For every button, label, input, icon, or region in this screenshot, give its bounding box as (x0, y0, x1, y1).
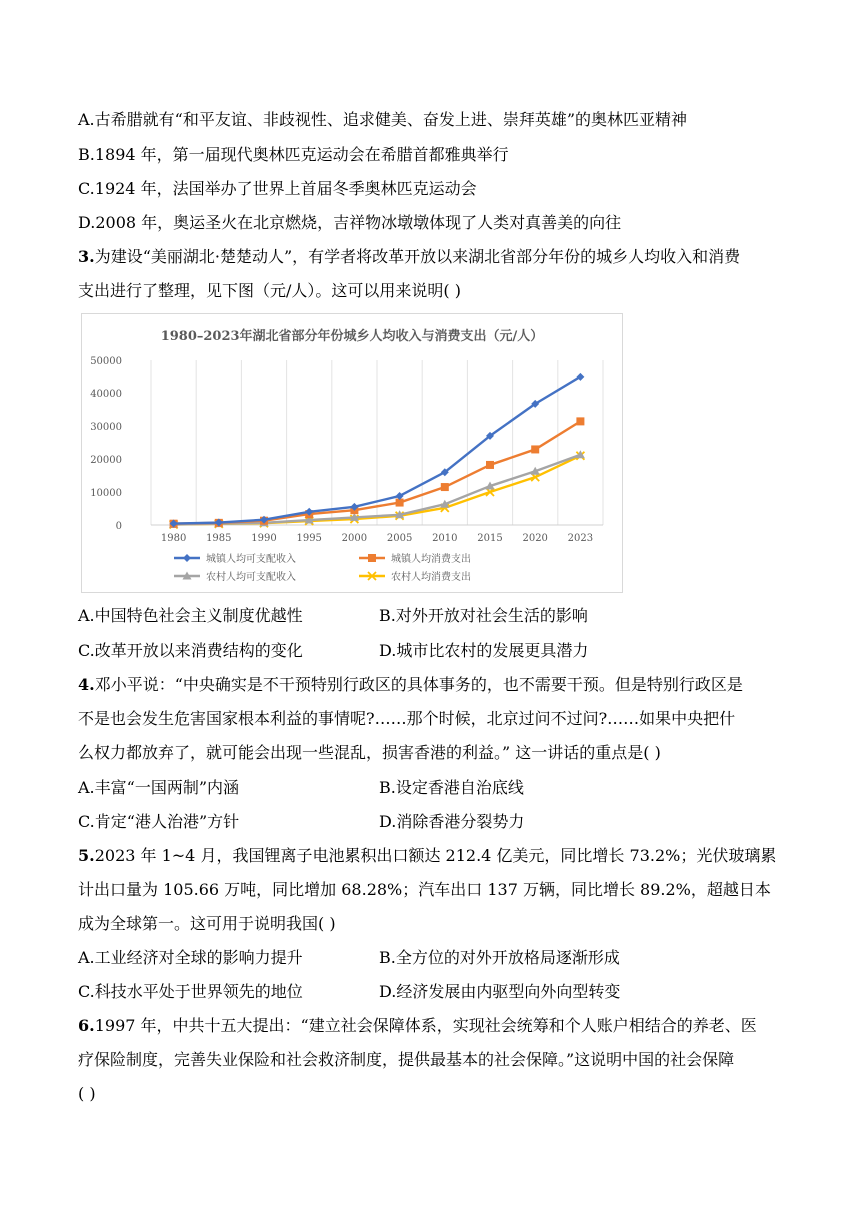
y-tick-label: 50000 (90, 356, 122, 367)
q3-stem-line-2: 支出进行了整理，见下图（元/人）。这可以用来说明( ) (78, 281, 461, 300)
q5-stem-line-1 (78, 846, 776, 866)
q4-stem-line-1 (78, 675, 743, 695)
data-point (183, 554, 191, 562)
q5-option-a: A.工业经济对全球的影响力提升 (78, 948, 303, 967)
legend-label: 农村人均可支配收入 (206, 572, 296, 583)
q5-stem-line-2: 计出口量为 105.66 万吨，同比增加 68.28%；汽车出口 137 万辆，同比增长 89.2%，超越日本 (78, 880, 771, 899)
data-point (576, 417, 584, 425)
income-consumption-chart (81, 313, 623, 593)
q4-option-c: C.肯定“港人治港”方针 (78, 812, 240, 831)
data-point (368, 554, 376, 562)
x-tick-label: 1995 (296, 533, 322, 544)
q3-stem-line-1 (78, 247, 740, 267)
q5-option-c: C.科技水平处于世界领先的地位 (78, 982, 303, 1001)
data-point (486, 461, 494, 469)
legend-label: 农村人均消费支出 (391, 572, 471, 583)
q5-option-d: D.经济发展由内驱型向外向型转变 (379, 982, 621, 1001)
q5-stem-line-3: 成为全球第一。这可用于说明我国( ) (78, 914, 336, 933)
q6-number: 6. (78, 1016, 95, 1035)
x-tick-label: 2020 (522, 533, 548, 544)
q5-number: 5. (78, 846, 95, 865)
q6-stem-text-1: 1997 年，中共十五大提出：“建立社会保障体系，实现社会统筹和个人账户相结合的养老、医 (94, 1016, 757, 1035)
q4-stem-line-2: 不是也会发生危害国家根本利益的事情呢?……那个时候，北京过问不过问?……如果中央把什 (78, 709, 736, 728)
q4-number: 4. (78, 675, 95, 694)
q4-option-b: B.设定香港自治底线 (379, 778, 524, 797)
y-tick-label: 30000 (90, 422, 122, 433)
x-tick-label: 2023 (567, 533, 594, 544)
q2-option-a: A.古希腊就有“和平友谊、非歧视性、追求健美、奋发上进、崇拜英雄”的奥林匹亚精神 (78, 110, 688, 129)
x-tick-label: 1985 (206, 533, 232, 544)
y-tick-label: 40000 (90, 389, 122, 400)
x-tick-label: 1990 (251, 533, 277, 544)
data-point (531, 445, 539, 453)
y-tick-label: 0 (115, 521, 122, 532)
x-tick-label: 2000 (341, 533, 368, 544)
q5-option-b: B.全方位的对外开放格局逐渐形成 (379, 948, 620, 967)
q4-stem-text-1: 邓小平说：“中央确实是不干预特别行政区的具体事务的，也不需要干预。但是特别行政区是 (94, 675, 743, 694)
q2-option-d: D.2008 年，奥运圣火在北京燃烧，吉祥物冰墩墩体现了人类对真善美的向往 (78, 213, 622, 232)
q3-option-d: D.城市比农村的发展更具潜力 (379, 641, 589, 660)
q6-stem-line-2: 疗保险制度，完善失业保险和社会救济制度，提供最基本的社会保障。”这说明中国的社会保障 (78, 1050, 735, 1069)
x-tick-label: 2010 (432, 533, 458, 544)
q2-option-b: B.1894 年，第一届现代奥林匹克运动会在希腊首都雅典举行 (78, 145, 509, 164)
q4-option-d: D.消除香港分裂势力 (379, 812, 525, 831)
q2-option-c: C.1924 年，法国举办了世界上首届冬季奥林匹克运动会 (78, 179, 477, 198)
x-tick-label: 1980 (160, 533, 187, 544)
q4-option-a: A.丰富“一国两制”内涵 (78, 778, 240, 797)
x-tick-label: 2015 (477, 533, 503, 544)
q3-stem-text-1: 为建设“美丽湖北·楚楚动人”，有学者将改革开放以来湖北省部分年份的城乡人均收入和消费 (94, 247, 741, 266)
legend-label: 城镇人均可支配收入 (206, 554, 296, 565)
q3-number: 3. (78, 247, 95, 266)
x-tick-label: 2005 (386, 533, 413, 544)
y-tick-label: 10000 (90, 488, 122, 499)
q5-stem-text-1: 2023 年 1~4 月，我国锂离子电池累积出口额达 212.4 亿美元，同比增长 73.2%；光伏玻璃累 (94, 846, 777, 865)
q3-option-b: B.对外开放对社会生活的影响 (379, 606, 588, 625)
chart-svg (82, 314, 622, 592)
q3-option-a: A.中国特色社会主义制度优越性 (78, 606, 303, 625)
data-point (441, 483, 449, 491)
q4-stem-line-3: 么权力都放弃了，就可能会出现一些混乱，损害香港的利益。” 这一讲话的重点是( ) (78, 743, 661, 762)
q6-stem-line-1 (78, 1016, 757, 1036)
q6-stem-line-3: ( ) (78, 1084, 96, 1103)
q3-option-c: C.改革开放以来消费结构的变化 (78, 641, 303, 660)
y-tick-label: 20000 (90, 455, 122, 466)
legend-label: 城镇人均消费支出 (391, 554, 471, 565)
chart-title: 1980–2023年湖北省部分年份城乡人均收入与消费支出（元/人） (160, 329, 544, 344)
